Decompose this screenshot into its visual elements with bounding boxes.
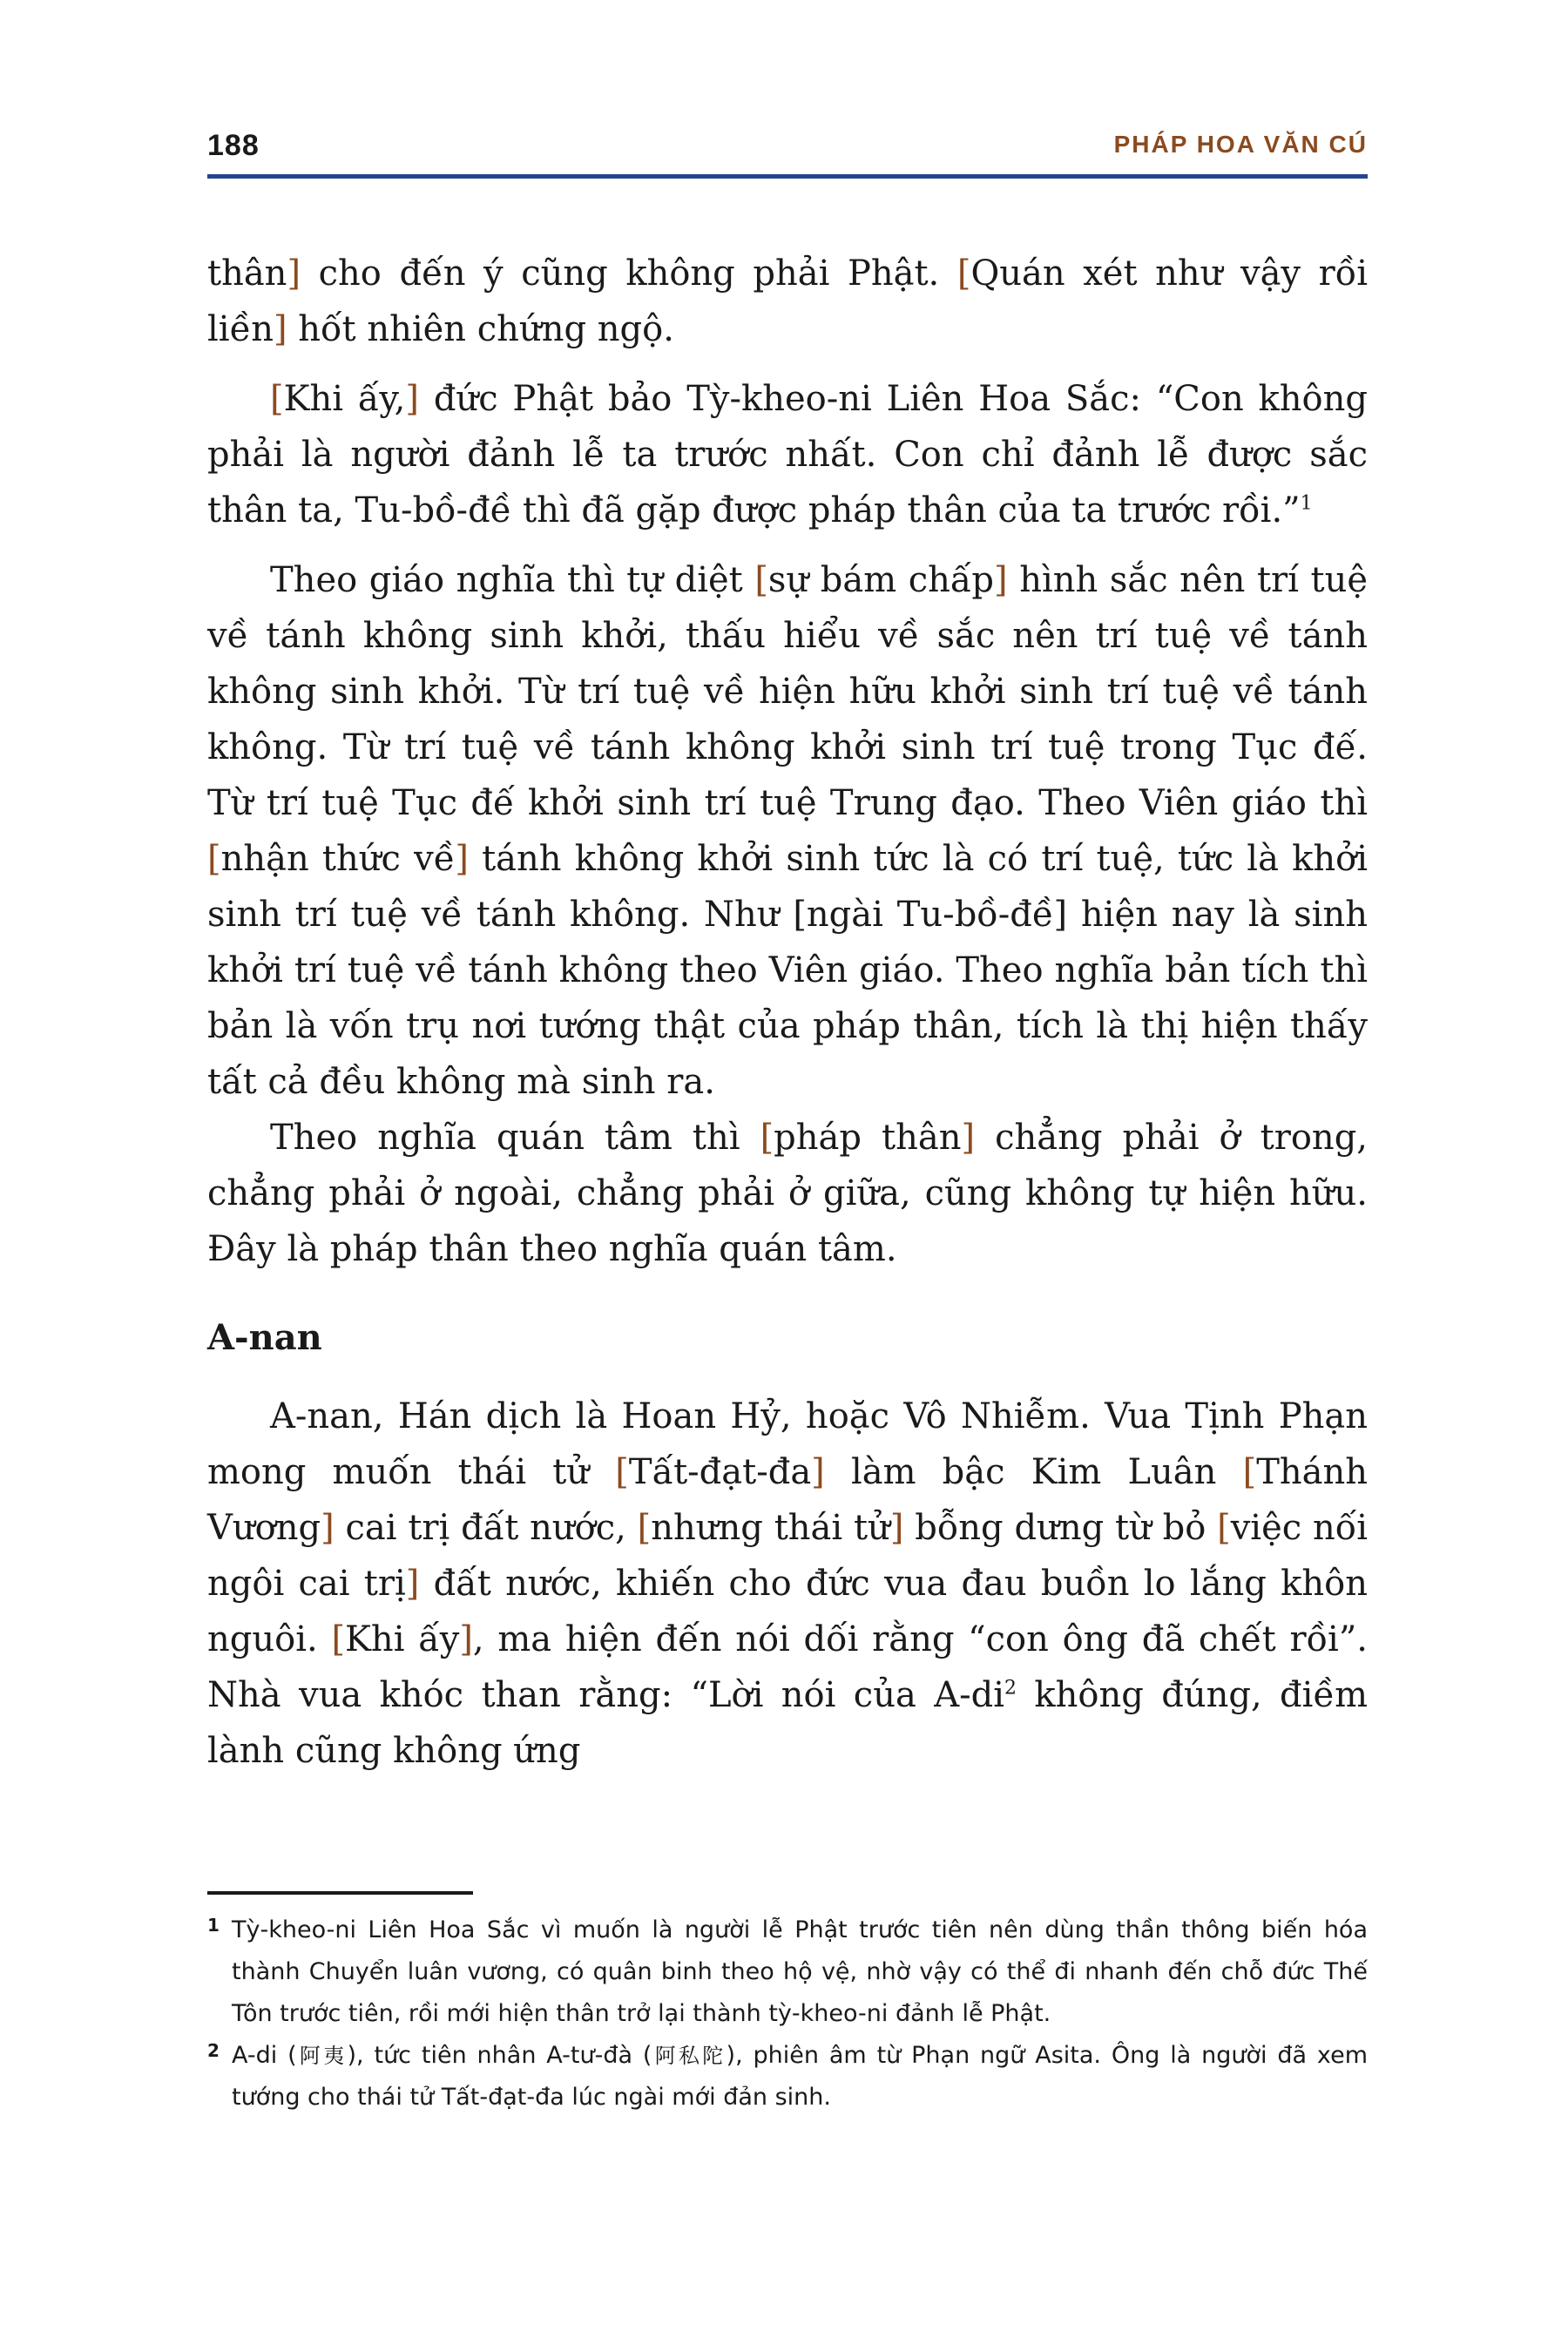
- text-run: không đúng, điềm lành cũng không ứng: [207, 1675, 1368, 1771]
- paragraph: [207, 1110, 1368, 1277]
- bracketed-text: thân: [207, 253, 287, 294]
- bracketed-text: Thánh Vương: [207, 1452, 1368, 1548]
- bracket-close: ]: [459, 1619, 473, 1659]
- chinese-characters: 阿私陀: [652, 2044, 727, 2068]
- page-number: 188: [207, 129, 260, 162]
- bracketed-text: Khi ấy,: [283, 379, 406, 419]
- bracketed-text: việc nối ngôi cai trị: [207, 1508, 1368, 1604]
- text-run: làm bậc Kim Luân: [824, 1452, 1243, 1492]
- footnote-rule: [207, 1891, 473, 1895]
- text-run: đức Phật bảo Tỳ-kheo-ni Liên Hoa Sắc: “Con không phải là người đảnh lễ ta trước nhất. Con chỉ đảnh lễ được sắc thân ta, Tu-bồ-đề thì đã gặp được pháp thân của ta trước rồi.”: [207, 379, 1369, 531]
- bracket-close: ]: [405, 1564, 420, 1604]
- footnote-1: [207, 1909, 1368, 2035]
- text-run: chẳng phải ở trong, chẳng phải ở ngoài, chẳng phải ở giữa, cũng không tự hiện hữu. Đây là pháp thân theo nghĩa quán tâm.: [207, 1118, 1369, 1269]
- bracketed-text: Quán xét như vậy rồi liền: [207, 253, 1369, 349]
- bracket-close: ]: [405, 379, 419, 419]
- text-run: hình sắc nên trí tuệ về tánh không sinh khởi, thấu hiểu về sắc nên trí tuệ về tánh không sinh khởi. Từ trí tuệ về hiện hữu khởi sinh trí tuệ về tánh không. Từ trí tuệ về tánh không khởi sinh trí tuệ trong Tục đế. Từ trí tuệ Tục đế khởi sinh trí tuệ Trung đạo. Theo Viên giáo thì: [207, 560, 1369, 823]
- footnote-text: ), phiên âm từ Phạn ngữ Asita. Ông là người đã xem tướng cho thái tử Tất-đạt-đa lúc ngài mới đản sinh.: [232, 2042, 1368, 2111]
- bracket-open: [: [331, 1619, 346, 1659]
- paragraph: [207, 246, 1368, 357]
- bracket-close: ]: [961, 1118, 976, 1158]
- text-run: A-nan, Hán dịch là Hoan Hỷ, hoặc Vô Nhiễm. Vua Tịnh Phạn mong muốn thái tử: [207, 1396, 1368, 1492]
- footnotes: [207, 1909, 1368, 2119]
- footnote-mark: 2: [207, 2040, 220, 2061]
- running-title: PHÁP HOA VĂN CÚ: [1113, 131, 1368, 158]
- bracket-open: [: [1217, 1508, 1231, 1548]
- bracket-close: ]: [994, 560, 1008, 600]
- bracket-close: ]: [273, 309, 287, 349]
- footnote-text: A-di (: [232, 2042, 297, 2069]
- bracket-close: ]: [889, 1508, 904, 1548]
- paragraph: [207, 371, 1368, 538]
- text-run: bỗng dưng từ bỏ: [903, 1508, 1218, 1548]
- paragraph: [207, 1389, 1368, 1779]
- bracket-open: [: [956, 253, 971, 294]
- bracket-close: ]: [287, 253, 301, 294]
- bracket-close: ]: [811, 1452, 825, 1492]
- bracket-open: [: [615, 1452, 629, 1492]
- bracket-open: [: [207, 839, 221, 879]
- footnote-ref[interactable]: 2: [1004, 1677, 1017, 1700]
- bracket-close: ]: [455, 839, 469, 879]
- footnote-2: [207, 2035, 1368, 2119]
- bracket-open: [: [1242, 1452, 1257, 1492]
- bracket-open: [: [754, 560, 768, 600]
- page-header: [207, 129, 1368, 164]
- text-run: Theo giáo nghĩa thì tự diệt: [270, 560, 755, 600]
- bracket-close: ]: [321, 1508, 335, 1548]
- body-text: [207, 246, 1368, 1779]
- text-run: tánh không khởi sinh tức là có trí tuệ, tức là khởi sinh trí tuệ về tánh không. Như [ngài Tu-bồ-đề] hiện nay là sinh khởi trí tuệ về tánh không theo Viên giáo. Theo nghĩa bản tích thì bản là vốn trụ nơi tướng thật của pháp thân, tích là thị hiện thấy tất cả đều không mà sinh ra.: [207, 839, 1368, 1102]
- bracket-open: [: [637, 1508, 652, 1548]
- bracketed-text: Khi ấy: [345, 1619, 460, 1659]
- bracket-open: [: [760, 1118, 774, 1158]
- bracketed-text: sự bám chấp: [767, 560, 995, 600]
- bracket-open: [: [270, 379, 284, 419]
- text-run: hốt nhiên chứng ngộ.: [287, 309, 674, 349]
- footnote-text: Tỳ-kheo-ni Liên Hoa Sắc vì muốn là người lễ Phật trước tiên nên dùng thần thông biến hóa thành Chuyển luân vương, có quân binh theo hộ vệ, nhờ vậy có thể đi nhanh đến chỗ đức Thế Tôn trước tiên, rồi mới hiện thân trở lại thành tỳ-kheo-ni đảnh lễ Phật.: [232, 1916, 1368, 2027]
- bracketed-text: Tất-đạt-đa: [628, 1452, 812, 1492]
- header-rule: [207, 174, 1368, 179]
- text-run: , ma hiện đến nói dối rằng “con ông đã chết rồi”. Nhà vua khóc than rằng: “Lời nói của A-di: [207, 1619, 1369, 1715]
- text-run: cho đến ý cũng không phải Phật.: [301, 253, 957, 294]
- section-heading: A-nan: [207, 1317, 322, 1358]
- text-run: cai trị đất nước,: [334, 1508, 638, 1548]
- text-run: đất nước, khiến cho đức vua đau buồn lo lắng khôn nguôi.: [207, 1564, 1368, 1659]
- text-run: Theo nghĩa quán tâm thì: [270, 1118, 760, 1158]
- paragraph: [207, 552, 1368, 1110]
- chinese-characters: 阿夷: [296, 2044, 348, 2068]
- bracketed-text: pháp thân: [774, 1118, 962, 1158]
- footnote-ref[interactable]: 1: [1300, 492, 1313, 515]
- bracketed-text: nhưng thái tử: [651, 1508, 890, 1548]
- footnote-mark: 1: [207, 1915, 220, 1936]
- footnote-text: ), tức tiên nhân A-tư-đà (: [347, 2042, 652, 2069]
- bracketed-text: nhận thức về: [220, 839, 456, 879]
